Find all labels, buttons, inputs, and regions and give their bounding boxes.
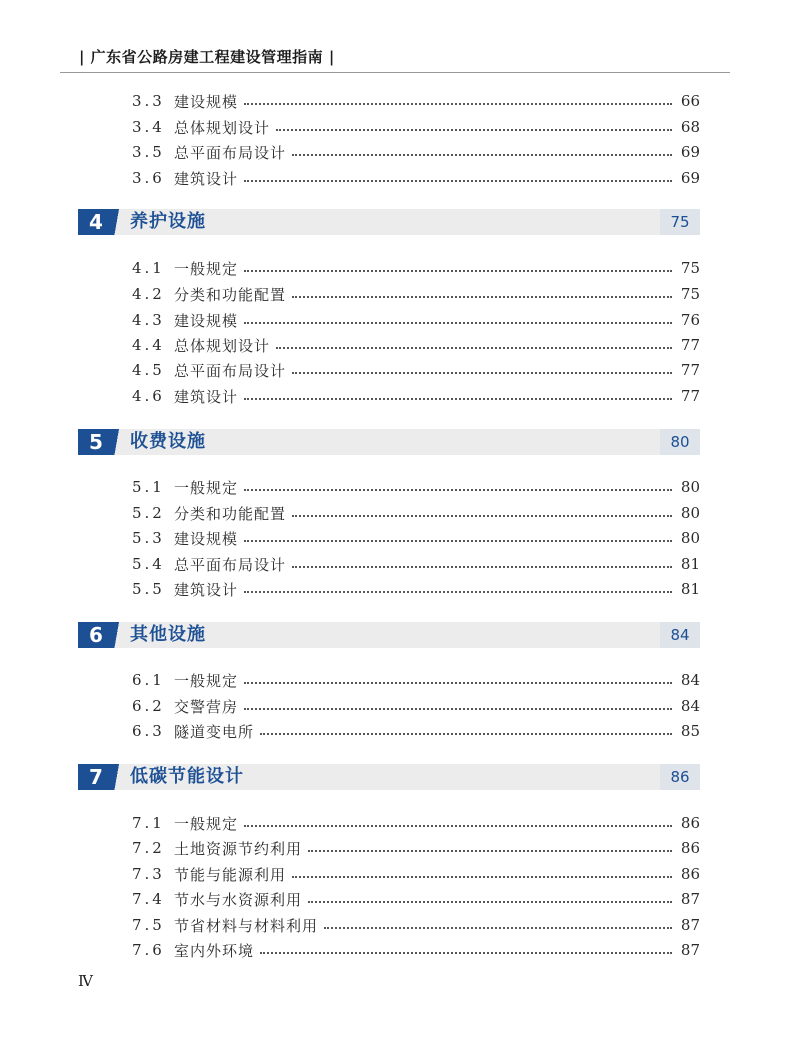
entry-page: 76 xyxy=(680,311,700,329)
entry-page: 84 xyxy=(680,697,700,715)
entry-page: 77 xyxy=(680,361,700,379)
entry-number: 7.2 xyxy=(132,839,165,857)
chapter-heading[interactable] xyxy=(78,764,700,790)
dot-leader xyxy=(292,566,672,568)
entry-number: 6.2 xyxy=(132,697,165,715)
entry-title: 建筑设计 xyxy=(174,580,239,599)
dot-leader xyxy=(244,103,672,105)
chapter-page: 86 xyxy=(660,764,700,790)
entry-title: 节能与能源利用 xyxy=(174,865,287,884)
chapter-title: 养护设施 xyxy=(130,211,206,232)
entry-page: 80 xyxy=(680,504,700,522)
entry-page: 86 xyxy=(680,814,700,832)
entry-page: 81 xyxy=(680,555,700,573)
entry-title: 节水与水资源利用 xyxy=(174,890,303,909)
entry-title: 一般规定 xyxy=(174,814,239,833)
entry-page: 75 xyxy=(680,259,700,277)
toc-entry[interactable] xyxy=(132,310,700,330)
chapter-number: 4 xyxy=(89,210,103,234)
entry-page: 75 xyxy=(680,285,700,303)
entry-number: 6.3 xyxy=(132,722,165,740)
dot-leader xyxy=(244,322,672,324)
toc-entry[interactable] xyxy=(132,721,700,741)
dot-leader xyxy=(276,129,672,131)
entry-number: 5.1 xyxy=(132,478,165,496)
dot-leader xyxy=(292,876,672,878)
toc-entry[interactable] xyxy=(132,91,700,111)
entry-title: 节省材料与材料利用 xyxy=(174,916,319,935)
header-rule xyxy=(60,72,730,73)
entry-page: 84 xyxy=(680,671,700,689)
toc-entry[interactable] xyxy=(132,915,700,935)
entry-number: 7.3 xyxy=(132,865,165,883)
toc-entry[interactable] xyxy=(132,386,700,406)
toc-entry[interactable] xyxy=(132,503,700,523)
entry-title: 总平面布局设计 xyxy=(174,361,287,380)
toc-entry[interactable] xyxy=(132,889,700,909)
entry-number: 7.5 xyxy=(132,916,165,934)
entry-title: 分类和功能配置 xyxy=(174,504,287,523)
entry-number: 5.5 xyxy=(132,580,165,598)
toc-entry[interactable] xyxy=(132,360,700,380)
entry-number: 5.4 xyxy=(132,555,165,573)
entry-title: 一般规定 xyxy=(174,478,239,497)
entry-number: 7.4 xyxy=(132,890,165,908)
dot-leader xyxy=(292,372,672,374)
entry-page: 66 xyxy=(680,92,700,110)
entry-page: 68 xyxy=(680,118,700,136)
dot-leader xyxy=(244,540,672,542)
entry-title: 交警营房 xyxy=(174,697,239,716)
entry-page: 85 xyxy=(680,722,700,740)
dot-leader xyxy=(260,952,672,954)
dot-leader xyxy=(324,927,672,929)
entry-number: 4.5 xyxy=(132,361,165,379)
entry-title: 建设规模 xyxy=(174,311,239,330)
entry-number: 7.6 xyxy=(132,941,165,959)
chapter-title: 其他设施 xyxy=(130,624,206,645)
dot-leader xyxy=(244,591,672,593)
chapter-page: 80 xyxy=(660,429,700,455)
entry-number: 7.1 xyxy=(132,814,165,832)
dot-leader xyxy=(276,347,672,349)
entry-title: 总体规划设计 xyxy=(174,118,271,137)
toc-entry[interactable] xyxy=(132,142,700,162)
toc-entry[interactable] xyxy=(132,940,700,960)
entry-title: 室内外环境 xyxy=(174,941,255,960)
entry-number: 3.5 xyxy=(132,143,165,161)
toc-entry[interactable] xyxy=(132,838,700,858)
entry-page: 87 xyxy=(680,890,700,908)
entry-page: 86 xyxy=(680,839,700,857)
chapter-number-badge xyxy=(78,622,126,648)
entry-number: 3.3 xyxy=(132,92,165,110)
entry-number: 3.6 xyxy=(132,169,165,187)
dot-leader xyxy=(244,682,672,684)
entry-number: 5.2 xyxy=(132,504,165,522)
page-folio: Ⅳ xyxy=(78,972,93,990)
entry-title: 总平面布局设计 xyxy=(174,555,287,574)
running-header: | 广东省公路房建工程建设管理指南 | xyxy=(79,48,335,66)
chapter-title: 低碳节能设计 xyxy=(130,766,244,787)
chapter-number: 6 xyxy=(89,623,103,647)
dot-leader xyxy=(244,270,672,272)
entry-title: 一般规定 xyxy=(174,259,239,278)
entry-number: 4.4 xyxy=(132,336,165,354)
chapter-number: 5 xyxy=(89,430,103,454)
toc-entry[interactable] xyxy=(132,579,700,599)
toc-entry[interactable] xyxy=(132,813,700,833)
entry-number: 4.6 xyxy=(132,387,165,405)
chapter-heading[interactable] xyxy=(78,622,700,648)
entry-number: 4.1 xyxy=(132,259,165,277)
toc-entry[interactable] xyxy=(132,477,700,497)
entry-page: 69 xyxy=(680,169,700,187)
entry-page: 80 xyxy=(680,478,700,496)
dot-leader xyxy=(308,850,672,852)
entry-title: 建筑设计 xyxy=(174,169,239,188)
dot-leader xyxy=(292,154,672,156)
chapter-title: 收费设施 xyxy=(130,431,206,452)
entry-title: 隧道变电所 xyxy=(174,722,255,741)
toc-entry[interactable] xyxy=(132,528,700,548)
entry-page: 87 xyxy=(680,941,700,959)
entry-title: 分类和功能配置 xyxy=(174,285,287,304)
entry-title: 建设规模 xyxy=(174,529,239,548)
entry-title: 总平面布局设计 xyxy=(174,143,287,162)
entry-page: 86 xyxy=(680,865,700,883)
entry-page: 80 xyxy=(680,529,700,547)
toc-entry[interactable] xyxy=(132,168,700,188)
entry-page: 77 xyxy=(680,387,700,405)
toc-entry[interactable] xyxy=(132,335,700,355)
entry-title: 土地资源节约利用 xyxy=(174,839,303,858)
chapter-number: 7 xyxy=(89,765,103,789)
entry-number: 4.3 xyxy=(132,311,165,329)
entry-page: 77 xyxy=(680,336,700,354)
entry-number: 5.3 xyxy=(132,529,165,547)
chapter-number-badge xyxy=(78,764,126,790)
toc-entry[interactable] xyxy=(132,696,700,716)
dot-leader xyxy=(260,733,672,735)
dot-leader xyxy=(308,901,672,903)
chapter-heading[interactable] xyxy=(78,209,700,235)
chapter-number-badge xyxy=(78,209,126,235)
chapter-heading[interactable] xyxy=(78,429,700,455)
entry-page: 69 xyxy=(680,143,700,161)
dot-leader xyxy=(244,180,672,182)
toc-entry[interactable] xyxy=(132,864,700,884)
entry-title: 总体规划设计 xyxy=(174,336,271,355)
entry-number: 6.1 xyxy=(132,671,165,689)
toc-entry[interactable] xyxy=(132,670,700,690)
toc-entry[interactable] xyxy=(132,554,700,574)
entry-title: 建设规模 xyxy=(174,92,239,111)
entry-title: 建筑设计 xyxy=(174,387,239,406)
chapter-page: 75 xyxy=(660,209,700,235)
dot-leader xyxy=(244,825,672,827)
entry-number: 3.4 xyxy=(132,118,165,136)
chapter-number-badge xyxy=(78,429,126,455)
dot-leader xyxy=(244,489,672,491)
toc-entry[interactable] xyxy=(132,117,700,137)
dot-leader xyxy=(292,515,672,517)
toc-entry[interactable] xyxy=(132,258,700,278)
entry-number: 4.2 xyxy=(132,285,165,303)
entry-page: 87 xyxy=(680,916,700,934)
dot-leader xyxy=(244,398,672,400)
toc-entry[interactable] xyxy=(132,284,700,304)
chapter-page: 84 xyxy=(660,622,700,648)
dot-leader xyxy=(244,708,672,710)
dot-leader xyxy=(292,296,672,298)
entry-title: 一般规定 xyxy=(174,671,239,690)
entry-page: 81 xyxy=(680,580,700,598)
